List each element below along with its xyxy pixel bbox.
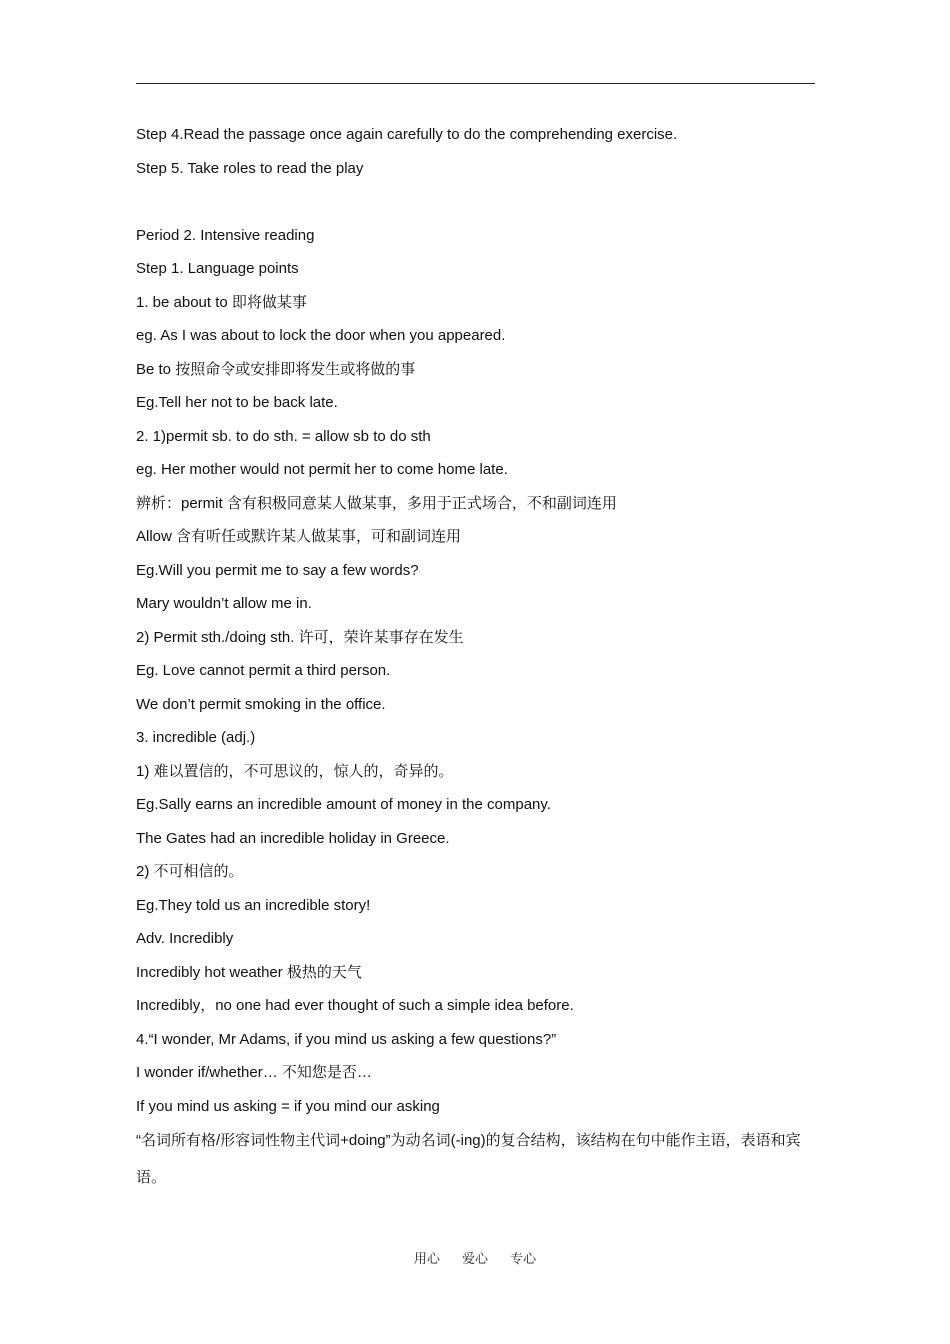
page-footer (0, 1248, 950, 1267)
text-line: eg. As I was about to lock the door when you appeared. (136, 327, 506, 344)
blank-line (136, 191, 826, 213)
text-line: 2) Permit sth./doing sth. 许可，荣许某事存在发生 (136, 628, 464, 646)
text-line: If you mind us asking = if you mind our asking (136, 1097, 440, 1115)
text-line: Allow 含有听任或默许某人做某事，可和副词连用 (136, 528, 462, 545)
text-line: 2. 1)permit sb. to do sth. = allow sb to do sth (136, 427, 431, 445)
text-line: Eg.Tell her not to be back late. (136, 394, 338, 411)
footer-word: 爱心 (461, 1252, 488, 1267)
text-line: 1. be about to 即将做某事 (136, 293, 307, 311)
step-heading: Step 1. Language points (136, 260, 299, 277)
text-line: I wonder if/whether… 不知您是否… (136, 1064, 372, 1081)
text-line: Mary wouldn’t allow me in. (136, 595, 312, 612)
text-line: Eg.Will you permit me to say a few words? (136, 561, 419, 579)
text-line: Be to 按照命令或安排即将发生或将做的事 (136, 360, 416, 378)
text-line: Incredibly，no one had ever thought of such a simple idea before. (136, 997, 574, 1014)
header-rule (136, 83, 815, 84)
text-line: Eg.Sally earns an incredible amount of money in the company. (136, 796, 551, 813)
section-heading: Period 2. Intensive reading (136, 226, 315, 244)
text-line: 辨析：permit 含有积极同意某人做某事，多用于正式场合，不和副词连用 (136, 494, 617, 512)
text-line: Incredibly hot weather 极热的天气 (136, 963, 362, 981)
document-body (136, 124, 826, 1208)
text-line: The Gates had an incredible holiday in Greece. (136, 829, 450, 847)
text-line: Eg. Love cannot permit a third person. (136, 662, 391, 679)
text-line: Adv. Incredibly (136, 930, 234, 947)
text-line: eg. Her mother would not permit her to come home late. (136, 461, 508, 478)
text-line: 2) 不可相信的。 (136, 863, 244, 880)
text-line: 3. incredible (adj.) (136, 729, 256, 746)
footer-word: 专心 (510, 1252, 537, 1267)
text-line: We don’t permit smoking in the office. (136, 695, 386, 713)
grammar-note-paragraph: “名词所有格/形容词性物主代词+doing”为动名词(-ing)的复合结构，该结构在句中能作主语，表语和宾语。 (136, 1132, 801, 1186)
text-line: 4.“I wonder, Mr Adams, if you mind us asking a few questions?” (136, 1030, 557, 1048)
text-line: Step 5. Take roles to read the play (136, 159, 364, 177)
text-line: Eg.They told us an incredible story! (136, 896, 371, 914)
footer-word: 用心 (413, 1252, 440, 1267)
text-line: 1) 难以置信的，不可思议的，惊人的，奇异的。 (136, 762, 454, 780)
text-line: Step 4.Read the passage once again carefully to do the comprehending exercise. (136, 126, 678, 143)
